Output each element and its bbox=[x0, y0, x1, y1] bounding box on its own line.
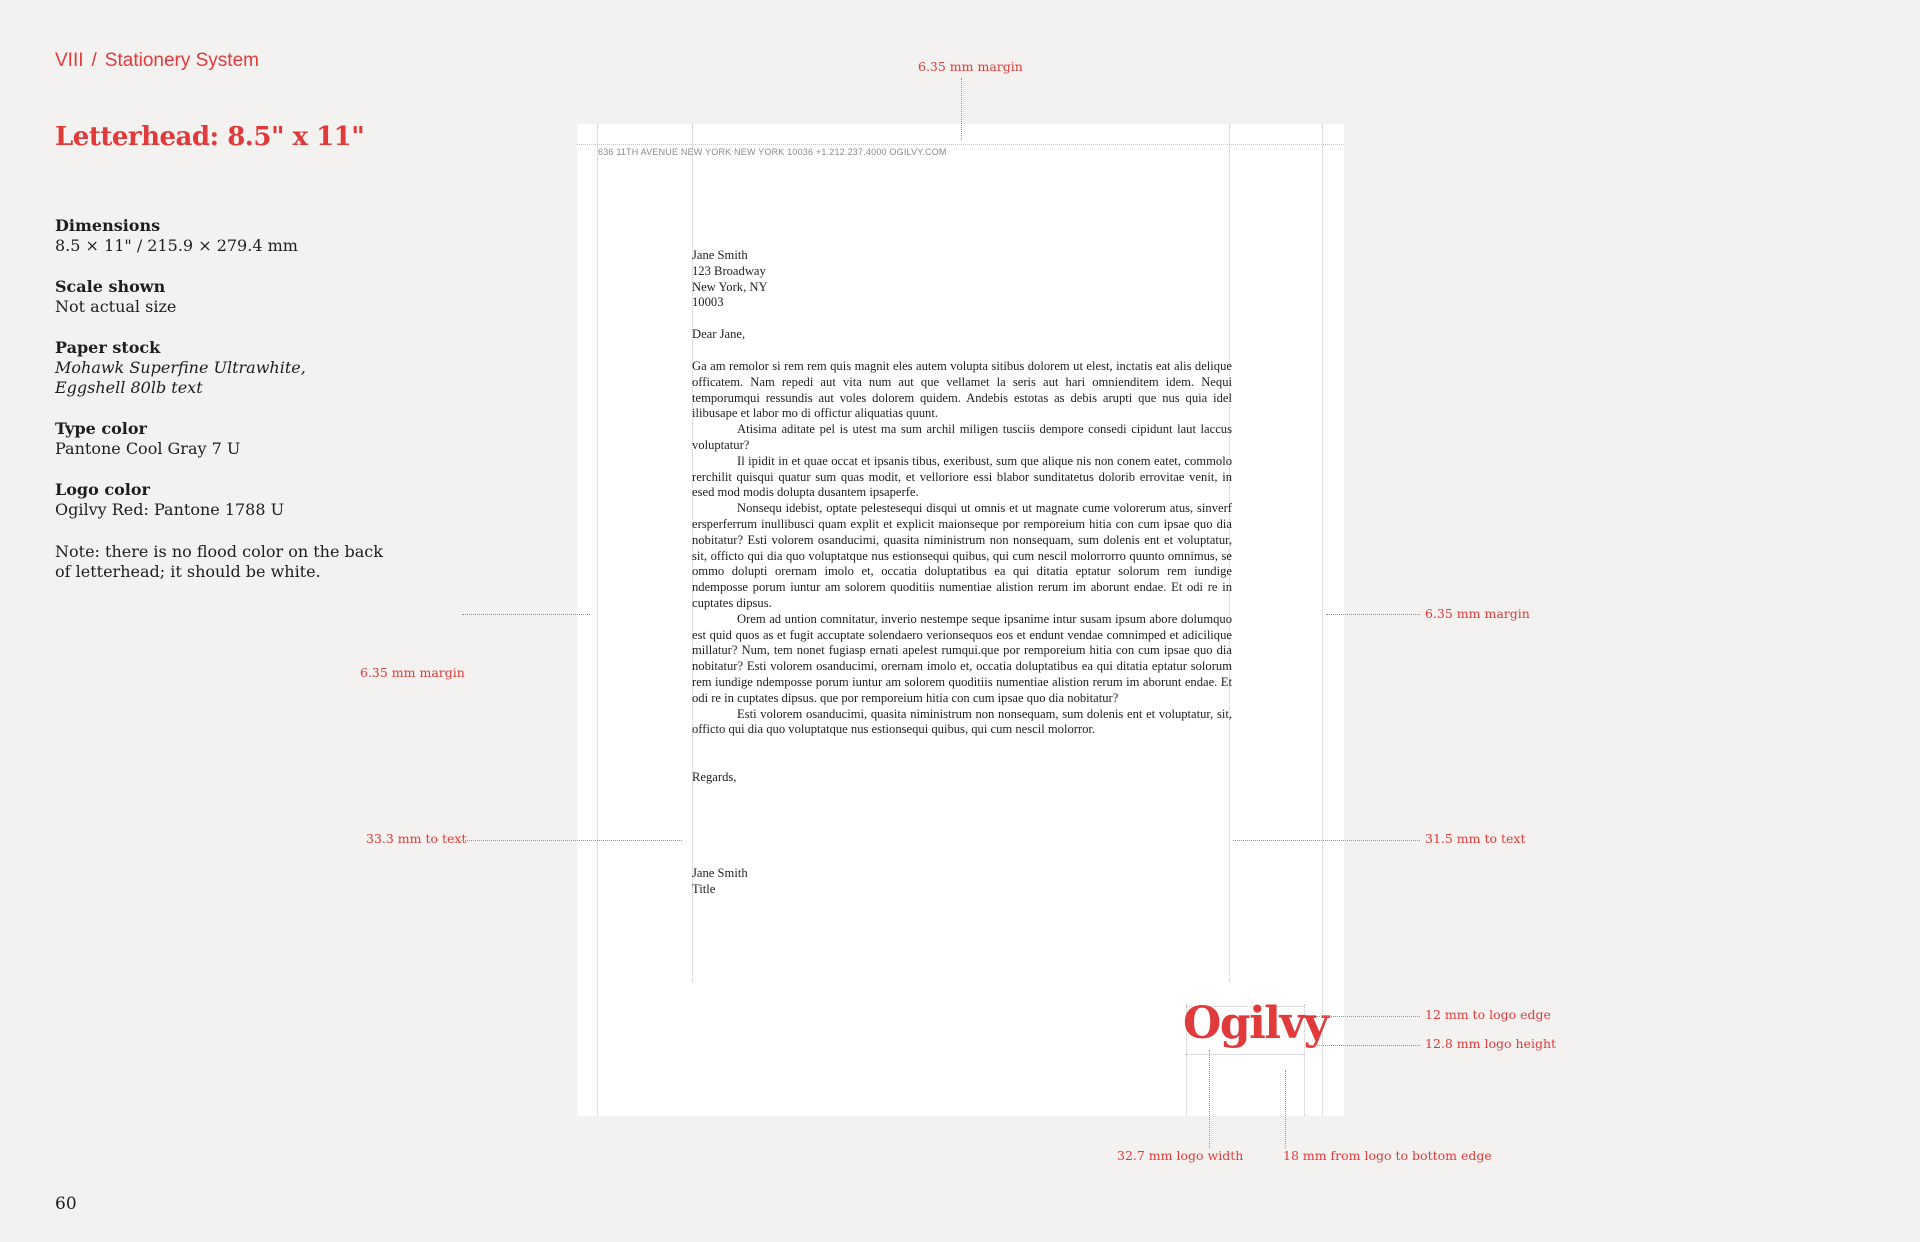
recipient-street: 123 Broadway bbox=[692, 263, 766, 278]
logo-color-value: Ogilvy Red: Pantone 1788 U bbox=[55, 500, 285, 519]
logo-width-annotation: 32.7 mm logo width bbox=[1117, 1148, 1244, 1163]
section-name: Stationery System bbox=[104, 50, 259, 71]
top-margin-annotation: 6.35 mm margin bbox=[918, 59, 1023, 74]
type-color-label: Type color bbox=[55, 419, 147, 438]
section-number: VIII bbox=[55, 50, 84, 71]
guide-top-margin bbox=[577, 144, 1344, 145]
logo-bottom-annotation: 18 mm from logo to bottom edge bbox=[1283, 1148, 1492, 1163]
letter-paragraph: Ga am remolor si rem rem quis magnit eles autem volupta sitibus dolorem ut elest, inctatis eat alis delique officatem. Nam repedi aut vita num aut que vellamet la seris aut hari omnienditem idem. Nequi temporumqui ressundis aut voles dolorem quidem. Andebis estotas as debis arupti que nus quia idel ilibusape et labor mo di offictur aliquatias quunt. bbox=[692, 358, 1232, 421]
guide-right-margin bbox=[1322, 124, 1323, 1116]
salutation: Dear Jane, bbox=[692, 327, 746, 342]
letter-paragraph: Il ipidit in et quae occat et ipsanis tibus, exeribust, sum que alique nis non conem eatet, commolo rerchilit quisqui quatur sum quas modit, et velloriore essi blabor sunditatetus dolorib errovitae venit, in esed mod modis dolupta dusantem ipsaperfe. bbox=[692, 453, 1232, 500]
page-number: 60 bbox=[55, 1194, 77, 1214]
note-line-1: Note: there is no flood color on the back bbox=[55, 542, 383, 561]
right-to-text-leader bbox=[1233, 840, 1420, 841]
left-margin-annotation: 6.35 mm margin bbox=[360, 665, 465, 680]
letter-paragraph: Esti volorem osanducimi, quasita niministrum non nonsequam, sum dolenis ent et voluptatur, sit, officto qui dia quo voluptatque nus estionsequi quibus, qui cum nescil molorror. bbox=[692, 706, 1232, 737]
note-line-2: of letterhead; it should be white. bbox=[55, 562, 321, 581]
right-margin-annotation: 6.35 mm margin bbox=[1425, 606, 1530, 621]
logo-height-leader bbox=[1310, 1045, 1420, 1046]
left-margin-leader bbox=[462, 614, 590, 615]
logo-edge-leader bbox=[1316, 1016, 1420, 1017]
left-to-text-leader bbox=[461, 840, 682, 841]
closing: Regards, bbox=[692, 770, 737, 785]
page-title: Letterhead: 8.5" x 11" bbox=[55, 122, 365, 152]
letter-paragraph: Nonsequ idebist, optate pelestesequi disqui ut omnis et ut magnate cume volorerum atus, sinverf ersperferrum inullibusci quam explit et explicit maionseque por remporeium hitia con cum ipsae quo dia nobitatur? Esti volorem osanducimi, quasita niministrum non nonsequam, sum dolenis ent et voluptatur, sit, officto qui dia quo voluptatque nus estionsequi quibus, qui cum nescil molorrorro quunto omnimus, se ommo dolupti orernam imolo et, occatia doluptatibus ea qui ditatia eptatur solorum rem iundige ndempossе porum iuntur am solorem quoditiis numentiae alistion rerum im aborunt endae. Et odi re in cuptates dipsus. bbox=[692, 501, 1232, 610]
spec-note bbox=[55, 542, 385, 582]
section-header bbox=[55, 50, 259, 72]
dimensions-label: Dimensions bbox=[55, 216, 161, 235]
top-margin-leader bbox=[961, 78, 962, 140]
letter-paragraph: Atisima aditate pel is utest ma sum archil miligen tusciis dempore consedi cipidunt laut laccus voluptatur? bbox=[692, 422, 1232, 452]
logo-bottom-leader bbox=[1285, 1070, 1286, 1148]
signature-name: Jane Smith bbox=[692, 865, 748, 880]
logo-edge-annotation: 12 mm to logo edge bbox=[1425, 1007, 1551, 1022]
recipient-zip: 10003 bbox=[692, 295, 724, 310]
logo-height-annotation: 12.8 mm logo height bbox=[1425, 1036, 1557, 1051]
paper-value-line-2: Eggshell 80lb text bbox=[55, 378, 203, 397]
spec-scale bbox=[55, 277, 385, 317]
spec-logo-color bbox=[55, 480, 385, 520]
signature-title: Title bbox=[692, 881, 716, 896]
right-to-text-annotation: 31.5 mm to text bbox=[1425, 831, 1526, 846]
letter-paragraph: Orem ad untion comnitatur, inverio nestempe seque ipsanime intur susam ipsum abore dolumquo est quid quos as et fugit accuptate solendaero verionsequos eos et endunt vendae comnimped et adicilique millatur? Num, tem nonet fugiasp ernati apelest rumqui.que por remporeium hitia con cum ipsae quo dia nobitatur? Esti volorem osanducimi, orernam imolo et, occatia doluptatibus ea qui ditatia eptatur solorum rem iundige ndempossе porum iuntur am solorem quoditiis numentiae alistion rerum im aborunt endae. Et odi re in cuptates dipsus. que por remporeium hitia con cum ipsae quo dia nobitatur? bbox=[692, 611, 1232, 705]
spec-paper bbox=[55, 338, 385, 398]
recipient-name: Jane Smith bbox=[692, 248, 748, 262]
left-to-text-annotation: 33.3 mm to text bbox=[366, 831, 467, 846]
type-color-value: Pantone Cool Gray 7 U bbox=[55, 439, 241, 458]
recipient-city: New York, NY bbox=[692, 279, 768, 294]
dimensions-value: 8.5 × 11" / 215.9 × 279.4 mm bbox=[55, 236, 298, 255]
letter-body bbox=[692, 248, 1232, 898]
ogilvy-logo: Ogilvy bbox=[1183, 998, 1328, 1049]
logo-color-label: Logo color bbox=[55, 480, 150, 499]
scale-value: Not actual size bbox=[55, 297, 177, 316]
logo-width-leader bbox=[1209, 1050, 1210, 1148]
spec-dimensions bbox=[55, 216, 385, 256]
paper-label: Paper stock bbox=[55, 338, 161, 357]
spec-type-color bbox=[55, 419, 385, 459]
letterhead-address: 636 11TH AVENUE NEW YORK NEW YORK 10036 +1.212.237.4000 OGILVY.COM bbox=[598, 147, 947, 157]
section-separator: / bbox=[91, 50, 97, 71]
guide-logo-bottom bbox=[1186, 1054, 1304, 1055]
paper-value-line-1: Mohawk Superfine Ultrawhite, bbox=[55, 358, 306, 377]
scale-label: Scale shown bbox=[55, 277, 166, 296]
right-margin-leader bbox=[1326, 614, 1420, 615]
guide-left-margin bbox=[597, 124, 598, 1116]
